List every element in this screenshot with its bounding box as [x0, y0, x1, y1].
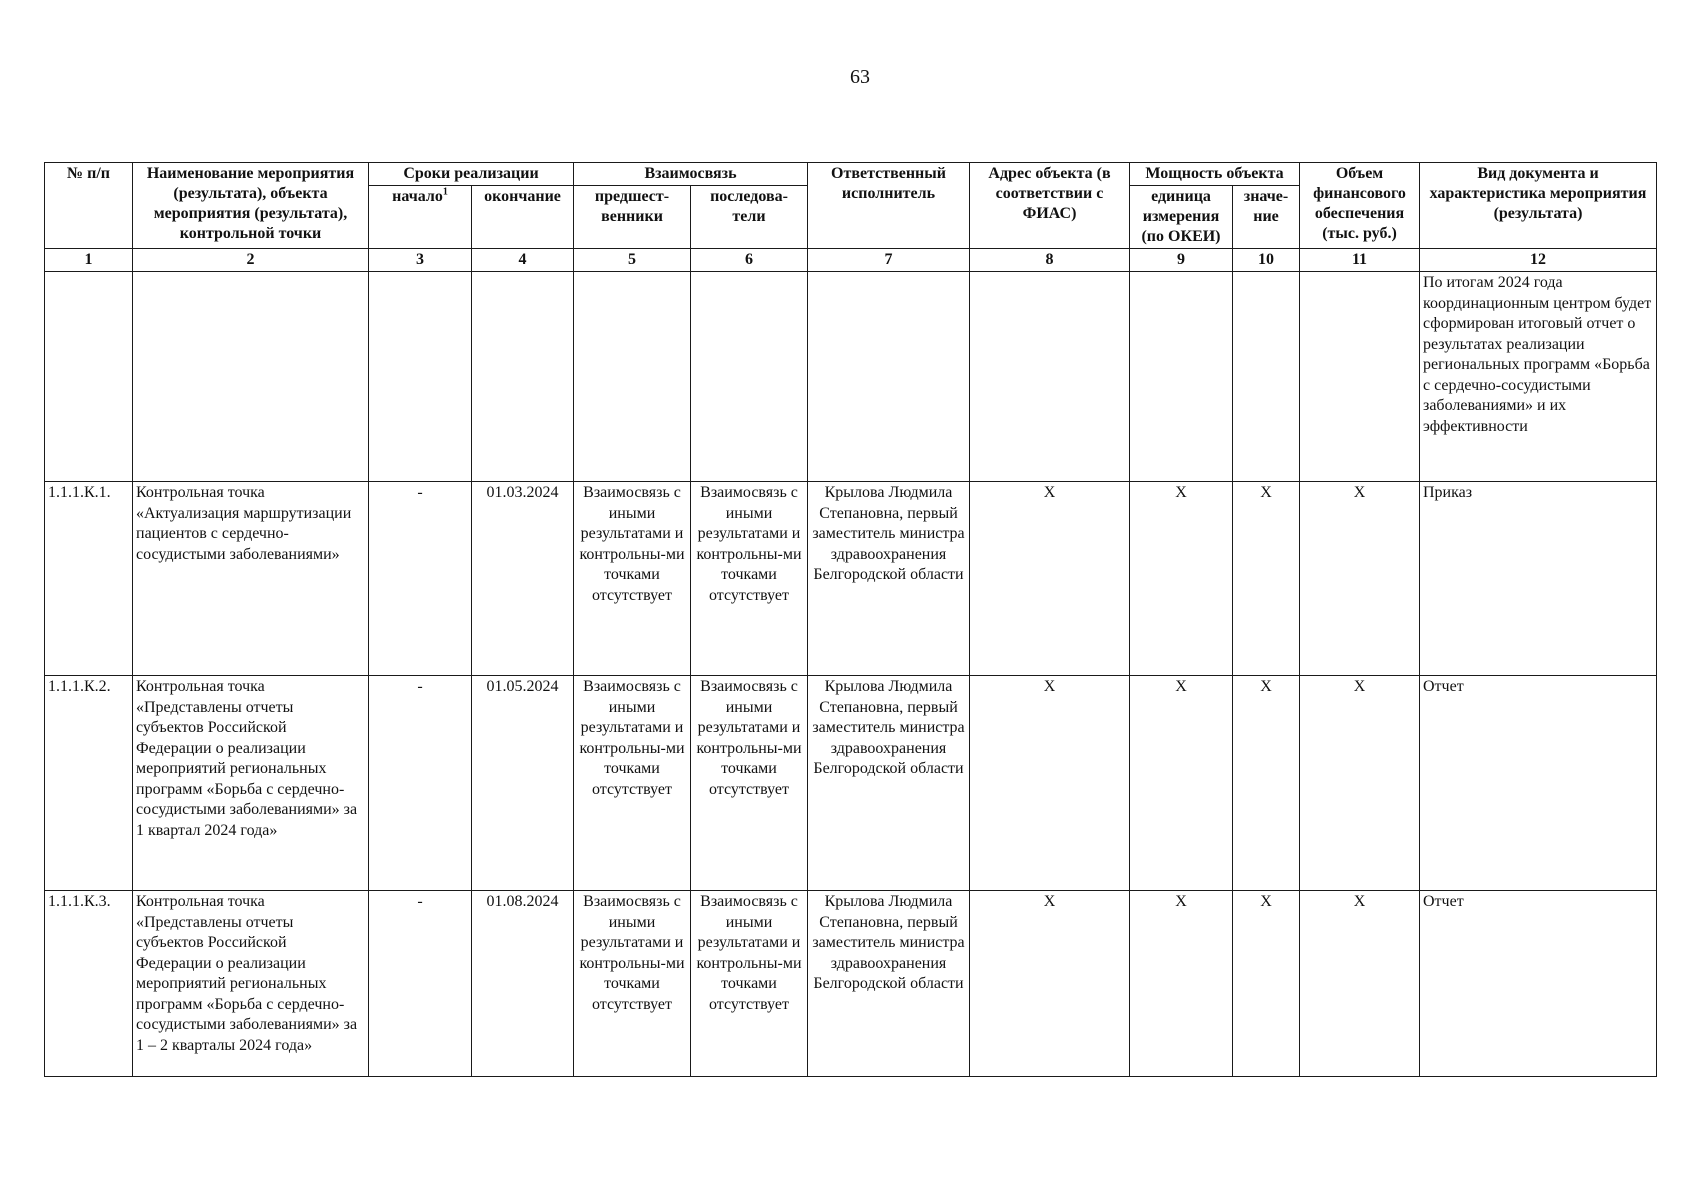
table-row	[45, 676, 1657, 891]
cell-predecessors: Взаимосвязь с иными результатами и контрольны-ми точками отсутствует	[574, 676, 691, 891]
col-number: 4	[472, 249, 574, 272]
cell-empty	[970, 272, 1130, 482]
cell-finance: X	[1300, 676, 1420, 891]
cell-name: Контрольная точка «Актуализация маршрутизации пациентов с сердечно-сосудистыми заболеваниями»	[133, 482, 369, 676]
cell-end: 01.05.2024	[472, 676, 574, 891]
col-number: 5	[574, 249, 691, 272]
header-start-footnote: 1	[442, 186, 448, 198]
plan-table	[44, 162, 1657, 1077]
cell-address: X	[970, 676, 1130, 891]
cell-empty	[574, 272, 691, 482]
col-number: 10	[1233, 249, 1300, 272]
cell-start: -	[369, 891, 472, 1077]
col-number: 9	[1130, 249, 1233, 272]
cell-value: X	[1233, 676, 1300, 891]
cell-empty	[1233, 272, 1300, 482]
table-row-continuation	[45, 272, 1657, 482]
col-number: 2	[133, 249, 369, 272]
col-number: 6	[691, 249, 808, 272]
cell-unit: X	[1130, 482, 1233, 676]
cell-document: Отчет	[1420, 676, 1657, 891]
cell-empty	[1130, 272, 1233, 482]
cell-unit: X	[1130, 891, 1233, 1077]
cell-responsible: Крылова Людмила Степановна, первый заместитель министра здравоохранения Белгородской области	[808, 482, 970, 676]
header-end: окончание	[472, 186, 574, 249]
cell-document: Приказ	[1420, 482, 1657, 676]
cell-finance: X	[1300, 482, 1420, 676]
column-number-row	[45, 249, 1657, 272]
cell-empty	[45, 272, 133, 482]
col-number: 11	[1300, 249, 1420, 272]
cell-finance: X	[1300, 891, 1420, 1077]
col-number: 1	[45, 249, 133, 272]
cell-document: Отчет	[1420, 891, 1657, 1077]
cell-num: 1.1.1.К.1.	[45, 482, 133, 676]
cell-address: X	[970, 482, 1130, 676]
header-predecessors: предшест-венники	[574, 186, 691, 249]
cell-unit: X	[1130, 676, 1233, 891]
cell-start: -	[369, 676, 472, 891]
header-finance: Объем финансового обеспечения (тыс. руб.)	[1300, 163, 1420, 249]
cell-responsible: Крылова Людмила Степановна, первый заместитель министра здравоохранения Белгородской области	[808, 891, 970, 1077]
header-responsible: Ответственный исполнитель	[808, 163, 970, 249]
cell-document: По итогам 2024 года координационным центром будет сформирован итоговый отчет о результатах реализации региональных программ «Борьба с сердечно-сосудистыми заболеваниями» и их эффективности	[1420, 272, 1657, 482]
cell-num: 1.1.1.К.3.	[45, 891, 133, 1077]
cell-empty	[369, 272, 472, 482]
header-links: Взаимосвязь	[574, 163, 808, 186]
cell-start: -	[369, 482, 472, 676]
cell-empty	[1300, 272, 1420, 482]
cell-empty	[133, 272, 369, 482]
cell-empty	[691, 272, 808, 482]
header-start-label: начало	[392, 188, 443, 205]
cell-successors: Взаимосвязь с иными результатами и контрольны-ми точками отсутствует	[691, 676, 808, 891]
cell-name: Контрольная точка «Представлены отчеты субъектов Российской Федерации о реализации мероприятий региональных программ «Борьба с сердечно-сосудистыми заболеваниями» за 1 квартал 2024 года»	[133, 676, 369, 891]
cell-value: X	[1233, 891, 1300, 1077]
col-number: 12	[1420, 249, 1657, 272]
cell-num: 1.1.1.К.2.	[45, 676, 133, 891]
col-number: 8	[970, 249, 1130, 272]
header-unit: единица измерения (по ОКЕИ)	[1130, 186, 1233, 249]
header-terms: Сроки реализации	[369, 163, 574, 186]
cell-predecessors: Взаимосвязь с иными результатами и контрольны-ми точками отсутствует	[574, 482, 691, 676]
cell-responsible: Крылова Людмила Степановна, первый заместитель министра здравоохранения Белгородской области	[808, 676, 970, 891]
header-address: Адрес объекта (в соответствии с ФИАС)	[970, 163, 1130, 249]
header-row-1	[45, 163, 1657, 186]
header-value: значе-ние	[1233, 186, 1300, 249]
cell-empty	[808, 272, 970, 482]
page-number: 63	[850, 66, 870, 88]
cell-successors: Взаимосвязь с иными результатами и контрольны-ми точками отсутствует	[691, 482, 808, 676]
header-successors: последова-тели	[691, 186, 808, 249]
col-number: 7	[808, 249, 970, 272]
cell-value: X	[1233, 482, 1300, 676]
header-name: Наименование мероприятия (результата), объекта мероприятия (результата), контрольной точки	[133, 163, 369, 249]
header-num: № п/п	[45, 163, 133, 249]
cell-address: X	[970, 891, 1130, 1077]
table-row	[45, 482, 1657, 676]
col-number: 3	[369, 249, 472, 272]
cell-empty	[472, 272, 574, 482]
cell-end: 01.08.2024	[472, 891, 574, 1077]
cell-end: 01.03.2024	[472, 482, 574, 676]
cell-predecessors: Взаимосвязь с иными результатами и контрольны-ми точками отсутствует	[574, 891, 691, 1077]
cell-name: Контрольная точка «Представлены отчеты субъектов Российской Федерации о реализации мероприятий региональных программ «Борьба с сердечно-сосудистыми заболеваниями» за 1 – 2 кварталы 2024 года»	[133, 891, 369, 1077]
table-row	[45, 891, 1657, 1077]
header-capacity: Мощность объекта	[1130, 163, 1300, 186]
header-start	[369, 186, 472, 249]
cell-successors: Взаимосвязь с иными результатами и контрольны-ми точками отсутствует	[691, 891, 808, 1077]
header-document: Вид документа и характеристика мероприятия (результата)	[1420, 163, 1657, 249]
